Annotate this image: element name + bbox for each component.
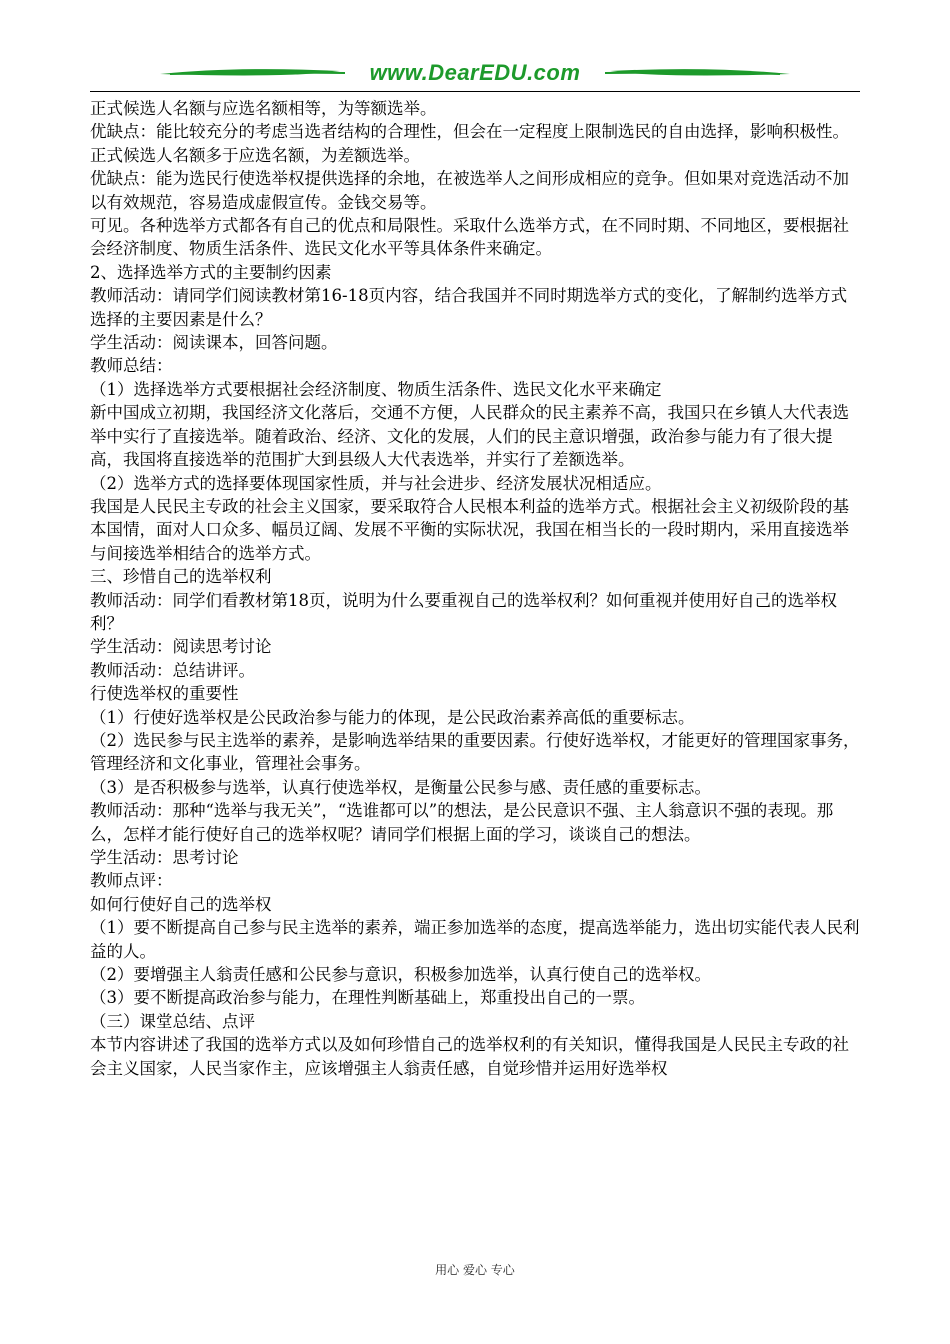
paragraph: 教师活动：那种“选举与我无关”，“选谁都可以”的想法，是公民意识不强、主人翁意识不强的表现。那么，怎样才能行使好自己的选举权呢？请同学们根据上面的学习，谈谈自己的想法。	[90, 801, 834, 844]
paragraph: （1）要不断提高自己参与民主选举的素养，端正参加选举的态度，提高选举能力，选出切实能代表人民利益的人。	[90, 918, 860, 961]
paragraph: 可见。各种选举方式都各有自己的优点和局限性。采取什么选举方式，在不同时期、不同地区，要根据社会经济制度、物质生活条件、选民文化水平等具体条件来确定。	[90, 216, 849, 259]
paragraph: （1）行使好选举权是公民政治参与能力的体现，是公民政治素养高低的重要标志。	[90, 707, 695, 727]
paragraph: （3）是否积极参与选举，认真行使选举权，是衡量公民参与感、责任感的重要标志。	[90, 777, 711, 797]
page-header	[90, 56, 860, 90]
section-heading: 2、选择选举方式的主要制约因素	[90, 262, 332, 282]
paragraph: （2）选举方式的选择要体现国家性质，并与社会进步、经济发展状况相适应。	[90, 473, 662, 493]
paragraph: 学生活动：阅读课本，回答问题。	[90, 333, 338, 353]
paragraph: 本节内容讲述了我国的选举方式以及如何珍惜自己的选举权利的有关知识，懂得我国是人民民主专政的社会主义国家，人民当家作主，应该增强主人翁责任感，自觉珍惜并运用好选举权	[90, 1035, 849, 1078]
paragraph: 学生活动：阅读思考讨论	[90, 637, 272, 657]
paragraph: 正式候选人名额与应选名额相等，为等额选举。	[90, 99, 437, 118]
paragraph: 学生活动：思考讨论	[90, 848, 239, 867]
paragraph: 行使选举权的重要性	[90, 684, 239, 704]
header-divider	[90, 91, 860, 92]
page-footer: 用心 爱心 专心	[435, 1263, 515, 1277]
paragraph: 我国是人民民主专政的社会主义国家，要采取符合人民根本利益的选举方式。根据社会主义初级阶段的基本国情，面对人口众多、幅员辽阔、发展不平衡的实际状况，我国在相当长的一段时期内，采用直接选举与间接选举相结合的选举方式。	[90, 496, 849, 563]
paragraph: 新中国成立初期，我国经济文化落后，交通不方便，人民群众的民主素养不高，我国只在乡镇人大代表选举中实行了直接选举。随着政治、经济、文化的发展，人们的民主意识增强，政治参与能力有了很大提高，我国将直接选举的范围扩大到县级人大代表选举，并实行了差额选举。	[90, 403, 849, 470]
paragraph: 如何行使好自己的选举权	[90, 894, 272, 914]
paragraph: （2）选民参与民主选举的素养，是影响选举结果的重要因素。行使好选举权，才能更好的管理国家事务，管理经济和文化事业，管理社会事务。	[90, 730, 860, 774]
paragraph: （2）要增强主人翁责任感和公民参与意识，积极参加选举，认真行使自己的选举权。	[90, 965, 711, 985]
paragraph: 教师活动：请同学们阅读教材第16-18页内容，结合我国并不同时期选举方式的变化，了解制约选举方式选择的主要因素是什么？	[90, 286, 848, 329]
section-heading: 三、珍惜自己的选举权利	[90, 567, 272, 587]
paragraph: （1）选择选举方式要根据社会经济制度、物质生活条件、选民文化水平来确定	[90, 379, 662, 399]
paragraph: 教师活动：总结讲评。	[90, 660, 255, 680]
paragraph: 教师点评：	[90, 871, 173, 891]
document-body	[90, 97, 860, 1080]
paragraph: 教师活动：同学们看教材第18页，说明为什么要重视自己的选举权利？如何重视并使用好自己的选举权利？	[90, 590, 837, 633]
paragraph: 优缺点：能为选民行使选举权提供选择的余地，在被选举人之间形成相应的竞争。但如果对竞选活动不加以有效规范，容易造成虚假宣传。金钱交易等。	[90, 169, 849, 212]
paragraph: （3）要不断提高政治参与能力，在理性判断基础上，郑重投出自己的一票。	[90, 988, 645, 1008]
site-logo: www.DearEDU.com	[369, 60, 581, 85]
paragraph: 正式候选人名额多于应选名额，为差额选举。	[90, 145, 420, 165]
paragraph: 优缺点：能比较充分的考虑当选者结构的合理性，但会在一定程度上限制选民的自由选择，影响积极性。	[90, 122, 849, 142]
paragraph: 教师总结：	[90, 356, 173, 376]
section-heading: （三）课堂总结、点评	[90, 1011, 255, 1031]
